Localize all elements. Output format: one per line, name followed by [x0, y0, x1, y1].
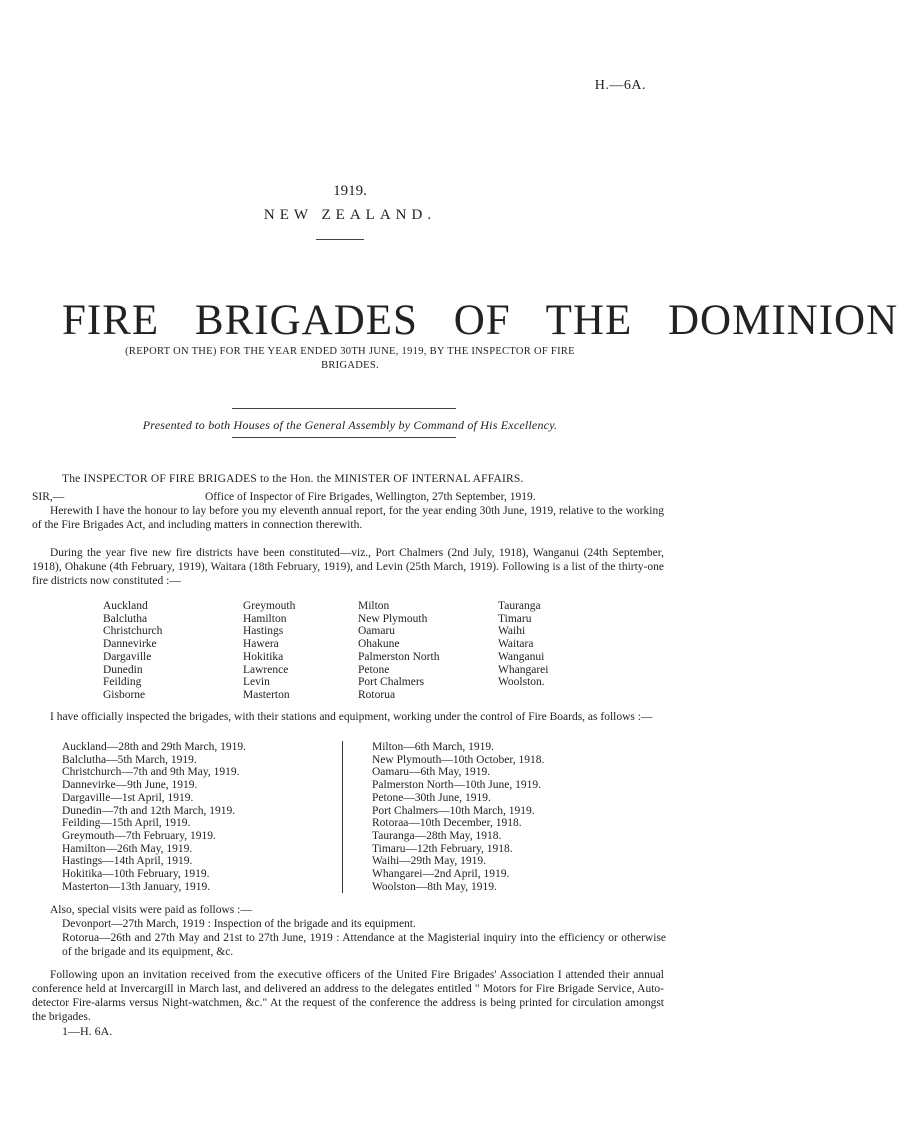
district-column-1: [103, 600, 162, 702]
district-name: New Plymouth: [358, 612, 428, 625]
page-signature: 1—H. 6A.: [62, 1024, 113, 1038]
district-name: Palmerston North: [358, 650, 440, 663]
letter-office-line: Office of Inspector of Fire Brigades, Wellington, 27th September, 1919.: [205, 491, 536, 503]
inspection-entry: Masterton—13th January, 1919.: [62, 880, 211, 893]
inspection-entry: Petone—30th June, 1919.: [372, 791, 491, 804]
letter-salutation: SIR,—: [32, 491, 65, 503]
inspection-entry: Hastings—14th April, 1919.: [62, 855, 193, 868]
district-name: Waitara: [498, 638, 534, 651]
district-name: Milton: [358, 600, 390, 612]
district-column-4: [498, 600, 548, 689]
district-name: Ohakune: [358, 638, 400, 651]
district-name: Oamaru: [358, 625, 396, 638]
inspection-entry: Palmerston North—10th June, 1919.: [372, 779, 541, 792]
column-separator: [342, 741, 343, 893]
district-name: Dargaville: [103, 650, 152, 663]
district-column-2: [243, 600, 295, 702]
inspection-entry: Dannevirke—9th June, 1919.: [62, 779, 198, 792]
paragraph-conference: Following upon an invitation received from the executive officers of the United Fire Brigades' Association I attended their annual conference held at Invercargill in March last, and delivered an address to the delegates entitled " Motors for Fire Brigade Service, Auto-detector Fire-alarms versus Night-watchmen, &c." At the request of the conference the address is being printed for circulation amongst the brigades.: [32, 969, 664, 1023]
district-name: Hokitika: [243, 650, 284, 663]
district-name: Dannevirke: [103, 638, 157, 651]
district-name: Petone: [358, 663, 390, 676]
letter-addressee: The INSPECTOR OF FIRE BRIGADES to the Hon. the MINISTER OF INTERNAL AFFAIRS.: [62, 473, 524, 485]
district-name: Timaru: [498, 612, 532, 625]
district-name: Port Chalmers: [358, 676, 425, 689]
district-name: Hastings: [243, 625, 284, 638]
presentation-note: Presented to both Houses of the General Assembly by Command of His Excellency.: [142, 418, 558, 432]
inspection-entry: Timaru—12th February, 1918.: [372, 842, 513, 855]
district-name: Tauranga: [498, 600, 541, 612]
paragraph-special-visits: Also, special visits were paid as follows :—: [50, 904, 252, 916]
inspection-entry: Feilding—15th April, 1919.: [62, 817, 191, 830]
inspection-entry: Rotoraa—10th December, 1918.: [372, 817, 522, 830]
visit-devonport: Devonport—27th March, 1919 : Inspection of the brigade and its equipment.: [62, 918, 416, 930]
inspection-list-right: [372, 741, 544, 893]
inspection-entry: Dunedin—7th and 12th March, 1919.: [62, 804, 236, 817]
district-name: Auckland: [103, 600, 148, 612]
inspection-entry: Hamilton—26th May, 1919.: [62, 842, 193, 855]
district-name: Rotorua: [358, 688, 396, 701]
district-name: Balclutha: [103, 612, 148, 625]
district-name: Whangarei: [498, 663, 549, 676]
district-name: Gisborne: [103, 688, 146, 701]
district-name: Wanganui: [498, 650, 545, 663]
inspection-entry: Auckland—28th and 29th March, 1919.: [62, 741, 246, 753]
district-name: Dunedin: [103, 663, 143, 676]
paragraph-intro: Herewith I have the honour to lay before you my eleventh annual report, for the year ending 30th June, 1919, relative to the working of the Fire Brigades Act, and including matters in connection therewith.: [32, 505, 664, 531]
district-name: Greymouth: [243, 600, 296, 612]
district-name: Lawrence: [243, 663, 289, 676]
district-name: Waihi: [498, 625, 526, 638]
inspection-entry: New Plymouth—10th October, 1918.: [372, 753, 545, 766]
inspection-entry: Whangarei—2nd April, 1919.: [372, 868, 510, 881]
country-heading: NEW ZEALAND.: [263, 207, 437, 223]
visit-rotorua: Rotorua—26th and 27th May and 21st to 27th June, 1919 : Attendance at the Magisterial inquiry into the efficiency or otherwise of the brigade and its equipment, &c.: [62, 932, 666, 958]
report-title: FIRE BRIGADES OF THE DOMINION: [62, 297, 898, 344]
divider-rule: [232, 408, 456, 409]
district-name: Levin: [243, 676, 270, 689]
inspection-entry: Dargaville—1st April, 1919.: [62, 791, 194, 804]
district-column-3: [358, 600, 439, 702]
district-name: Masterton: [243, 688, 290, 701]
document-reference: H.—6A.: [594, 78, 646, 93]
inspection-entry: Milton—6th March, 1919.: [372, 741, 495, 753]
paragraph-new-districts: During the year five new fire districts have been constituted—viz., Port Chalmers (2nd July, 1918), Wanganui (24th September, 1918), Ohakune (4th February, 1919), Waitara (18th February, 1919), and Levin (25th March, 1919). Following is a list of the thirty-one fire districts now constituted :—: [32, 547, 664, 587]
district-name: Christchurch: [103, 625, 163, 638]
divider-rule: [232, 437, 456, 438]
inspection-entry: Greymouth—7th February, 1919.: [62, 829, 216, 842]
district-name: Hamilton: [243, 612, 287, 625]
report-year: 1919.: [333, 183, 367, 199]
inspection-entry: Hokitika—10th February, 1919.: [62, 868, 210, 881]
district-name: Hawera: [243, 638, 279, 651]
inspection-entry: Waihi—29th May, 1919.: [372, 855, 486, 868]
inspection-entry: Woolston—8th May, 1919.: [372, 880, 497, 893]
district-name: Woolston.: [498, 676, 545, 689]
district-name: Feilding: [103, 676, 142, 689]
divider-rule: [316, 239, 364, 240]
inspection-entry: Oamaru—6th May, 1919.: [372, 766, 491, 779]
inspection-list-left: [62, 741, 246, 893]
inspection-entry: Christchurch—7th and 9th May, 1919.: [62, 766, 240, 779]
inspection-entry: Tauranga—28th May, 1918.: [372, 829, 502, 842]
report-subtitle: (REPORT ON THE) FOR THE YEAR ENDED 30TH JUNE, 1919, BY THE INSPECTOR OF FIRE BRIGADES.: [125, 346, 575, 371]
inspection-entry: Port Chalmers—10th March, 1919.: [372, 804, 535, 817]
paragraph-inspections: I have officially inspected the brigades, with their stations and equipment, working under the control of Fire Boards, as follows :—: [50, 711, 653, 723]
inspection-entry: Balclutha—5th March, 1919.: [62, 753, 197, 766]
